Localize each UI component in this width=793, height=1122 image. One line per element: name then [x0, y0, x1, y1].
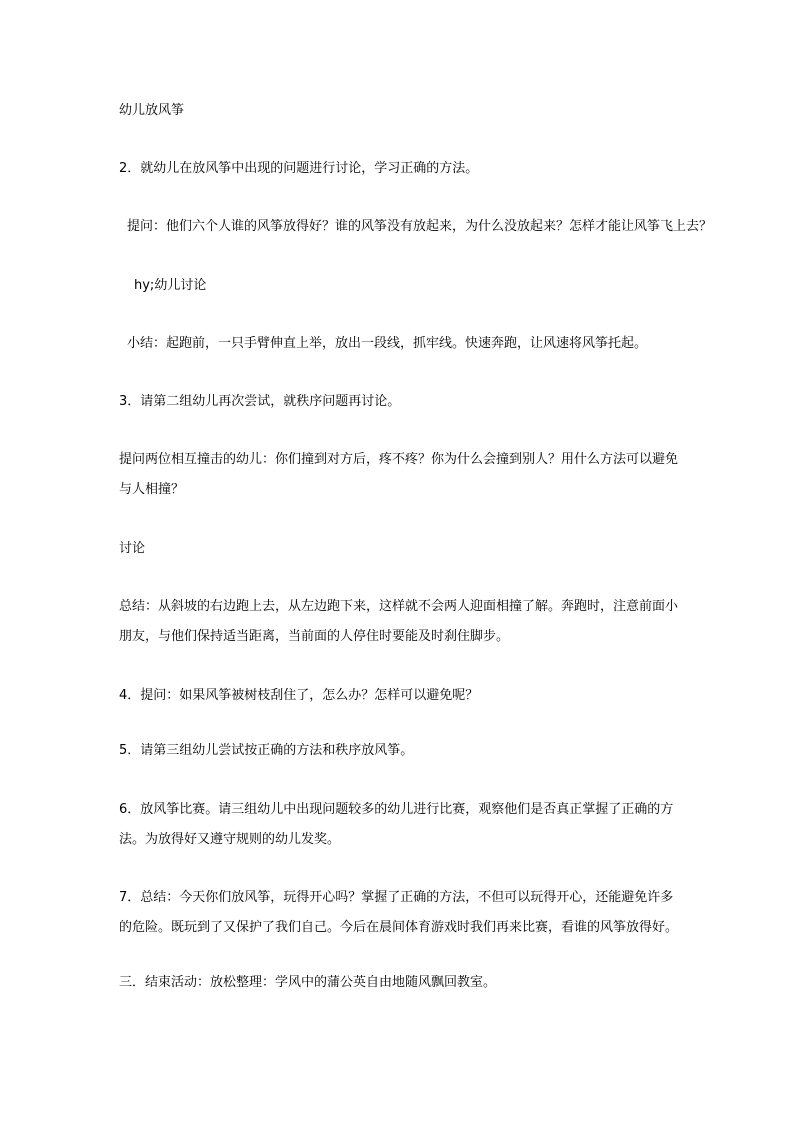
- paragraph-discussion-2: 讨论: [119, 541, 146, 556]
- paragraph-closing: 三．结束活动：放松整理：学风中的蒲公英自由地随风飘回教室。: [119, 975, 497, 990]
- paragraph-step-3: 3．请第二组幼儿再次尝试，就秩序问题再讨论。: [119, 394, 401, 409]
- paragraph-step-5: 5．请第三组幼儿尝试按正确的方法和秩序放风筝。: [119, 743, 414, 758]
- paragraph-step-6: 6．放风筝比赛。请三组幼儿中出现问题较多的幼儿进行比赛，观察他们是否真正掌握了正确的方法。为放得好又遵守规则的幼儿发奖。: [119, 802, 674, 847]
- paragraph-step-2: 2．就幼儿在放风筝中出现的问题进行讨论，学习正确的方法。: [119, 161, 479, 176]
- paragraph-question-1: 提问：他们六个人谁的风筝放得好？谁的风筝没有放起来，为什么没放起来？怎样才能让风筝飞上去？: [127, 219, 713, 234]
- paragraph-summary-1: 小结：起跑前，一只手臂伸直上举，放出一段线，抓牢线。快速奔跑，让风速将风筝托起。: [127, 336, 648, 351]
- paragraph-question-2: 提问两位相互撞击的幼儿：你们撞到对方后，疼不疼？你为什么会撞到别人？用什么方法可以避免与人相撞？: [119, 452, 679, 497]
- paragraph-discussion-1: hy;幼儿讨论: [134, 278, 207, 293]
- paragraph-step-4: 4．提问：如果风筝被树枝刮住了，怎么办？怎样可以避免呢？: [119, 688, 479, 703]
- paragraph-summary-2: 总结：从斜坡的右边跑上去，从左边跑下来，这样就不会两人迎面相撞了解。奔跑时，注意前面小朋友，与他们保持适当距离，当前面的人停住时要能及时刹住脚步。: [119, 599, 679, 644]
- paragraph-step-7: 7．总结：今天你们放风筝，玩得开心吗？掌握了正确的方法，不但可以玩得开心，还能避免许多的危险。既玩到了又保护了我们自己。今后在晨间体育游戏时我们再来比赛，看谁的风筝放得好。: [119, 890, 679, 935]
- document-title: 幼儿放风筝: [119, 103, 185, 118]
